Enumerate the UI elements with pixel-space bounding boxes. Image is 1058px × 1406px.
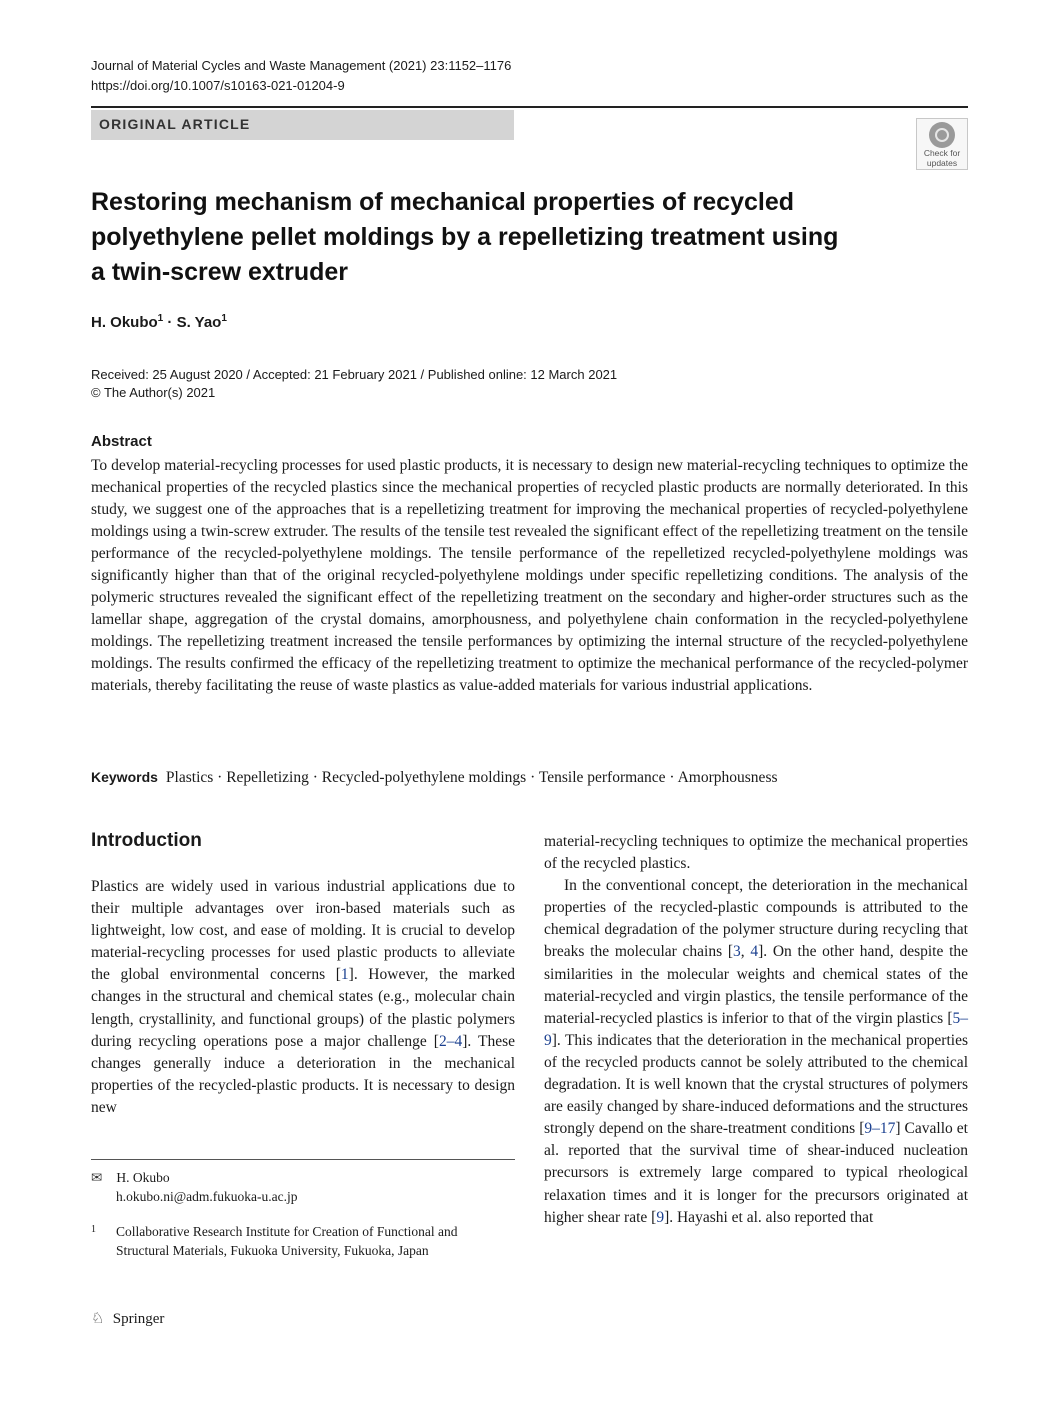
publisher-name: Springer bbox=[112, 1311, 165, 1327]
springer-logo-icon: ♘ bbox=[91, 1311, 105, 1327]
affiliation-text: Collaborative Research Institute for Creation of Functional and Structural Materials, Fukuoka University, Fukuoka, Japan bbox=[116, 1224, 458, 1258]
corresponding-author-name: H. Okubo bbox=[116, 1170, 170, 1185]
copyright-notice: © The Author(s) 2021 bbox=[91, 385, 216, 400]
article-type-bar bbox=[91, 110, 514, 140]
keywords-label: Keywords bbox=[91, 769, 158, 785]
envelope-icon: ✉ bbox=[91, 1170, 103, 1185]
doi-link[interactable]: https://doi.org/10.1007/s10163-021-01204-9 bbox=[91, 78, 345, 93]
paragraph: Plastics are widely used in various industrial applications due to their multiple advantages over iron-based materials such as lightweight, low cost, and ease of molding. It is crucial to develop material-recycling processes for used plastic products to alleviate the global environmental concerns [1]. However, the marked changes in the structural and chemical states (e.g., molecular chain length, crystallinity, and functional groups) of the plastic polymers during recycling operations pose a major challenge [2–4]. These changes generally induce a deterioration in the mechanical properties of the recycled-plastic products. It is necessary to design new bbox=[91, 878, 516, 1116]
citation-link[interactable]: 4 bbox=[750, 943, 759, 961]
introduction-heading: Introduction bbox=[91, 830, 202, 851]
keywords-list: Plastics · Repelletizing · Recycled-polyethylene moldings · Tensile performance · Amorphousness bbox=[165, 769, 778, 786]
publication-dates: Received: 25 August 2020 / Accepted: 21 February 2021 / Published online: 12 March 2021 bbox=[91, 367, 618, 382]
article-type-label: ORIGINAL ARTICLE bbox=[99, 116, 251, 132]
abstract-heading: Abstract bbox=[91, 433, 152, 450]
author-separator: · bbox=[163, 314, 177, 331]
keywords bbox=[91, 767, 778, 788]
citation-link[interactable]: 9 bbox=[656, 1208, 665, 1226]
article-title: Restoring mechanism of mechanical properties of recycled polyethylene pellet moldings by a repelletizing treatment using a twin-screw extruder bbox=[91, 188, 839, 286]
check-updates-icon bbox=[929, 122, 955, 148]
citation-link[interactable]: 5–9 bbox=[544, 1009, 968, 1049]
author-affiliation-mark: 1 bbox=[157, 313, 164, 324]
check-updates-badge[interactable] bbox=[916, 118, 968, 170]
body-column-right bbox=[544, 831, 968, 1229]
affiliation-number: 1 bbox=[91, 1224, 96, 1235]
author-name[interactable]: S. Yao bbox=[176, 314, 222, 331]
abstract-text: To develop material-recycling processes for used plastic products, it is necessary to design new material-recycling techniques to optimize the mechanical properties of the recycled plastics since the mechanical properties of recycled plastic products are normally deteriorated. In this study, we suggest one of the approaches that is a repelletizing treatment for improving the mechanical properties of recycled-polyethylene moldings using a twin-screw extruder. The results of the tensile test revealed the significant effect of the repelletizing treatment on the tensile performance of the recycled-polyethylene moldings. The tensile performance of the repelletized recycled-polyethylene moldings was significantly higher than that of the original recycled-polyethylene moldings under specific repelletizing conditions. The analysis of the polymeric structures revealed the significant effect of the repelletizing treatment on the secondary and higher-order structures such as the lamellar shape, aggregation of the crystal domains, amorphousness, and polyethylene chain conformation in the recycled-polyethylene moldings. The repelletizing treatment increased the tensile performances by optimizing the internal structure of the recycled-polyethylene moldings. The results confirmed the efficacy of the repelletizing treatment to optimize the mechanical performance of the recycled-polymer materials, thereby facilitating the reuse of waste plastics as value-added materials for various industrial applications. bbox=[91, 457, 968, 694]
journal-citation: Journal of Material Cycles and Waste Management (2021) 23:1152–1176 bbox=[91, 58, 512, 73]
body-column-left bbox=[91, 876, 515, 1119]
header-rule bbox=[91, 106, 968, 108]
footnote-rule bbox=[91, 1159, 515, 1160]
paragraph: In the conventional concept, the deterioration in the mechanical properties of the recycled-plastic compounds is attributed to the chemical degradation of the polymer structure during recycling that breaks the molecular chains [3, 4]. On the other hand, despite the similarities in the molecular weights and chemical states of the material-recycled and virgin plastics, the tensile performance of the material-recycled plastics is inferior to that of the virgin plastics [5–9]. This indicates that the deterioration in the mechanical properties of the recycled products cannot be solely attributed to the chemical degradation. It is well known that the crystal structures of polymers are easily changed by share-induced deformations and the structures strongly depend on the share-treatment conditions [9–17] Cavallo et al. reported that the survival time of shear-induced nucleation precursors is extremely large compared to typical rheological relaxation times and it is longer for the precursors originated at higher shear rate [9]. Hayashi et al. also reported that bbox=[544, 877, 969, 1226]
corresponding-author bbox=[91, 1168, 170, 1187]
author-name[interactable]: H. Okubo bbox=[91, 314, 158, 331]
citation-link[interactable]: 1 bbox=[340, 966, 349, 984]
publisher-footer bbox=[91, 1309, 164, 1328]
paragraph: material-recycling techniques to optimize the mechanical properties of the recycled plastics. bbox=[544, 833, 968, 873]
author-affiliation-mark: 1 bbox=[221, 313, 227, 324]
citation-link[interactable]: 9–17 bbox=[864, 1120, 896, 1138]
author-list bbox=[91, 313, 227, 331]
citation-link[interactable]: 3 bbox=[733, 943, 741, 961]
check-updates-label-1: Check for bbox=[923, 148, 961, 158]
citation-link[interactable]: 2–4 bbox=[438, 1032, 463, 1050]
corresponding-email[interactable]: h.okubo.ni@adm.fukuoka-u.ac.jp bbox=[116, 1189, 298, 1204]
check-updates-label-2: updates bbox=[926, 158, 958, 168]
